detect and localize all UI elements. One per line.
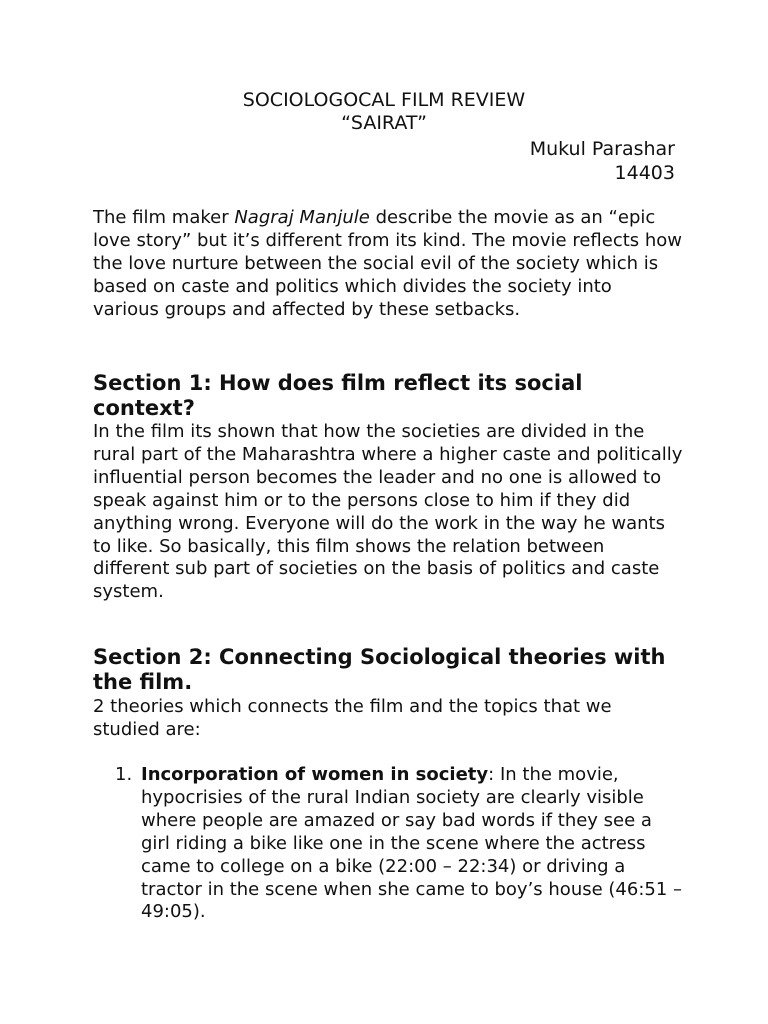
intro-pre: The film maker bbox=[93, 207, 235, 228]
intro-paragraph bbox=[93, 207, 683, 322]
section2-body: 2 theories which connects the film and the topics that we studied are: bbox=[93, 696, 612, 740]
list-number: 1. bbox=[115, 764, 133, 785]
author-name: Mukul Parashar bbox=[529, 138, 675, 160]
section2-heading: Section 2: Connecting Sociological theories with the film. bbox=[93, 645, 666, 694]
section1-body: In the film its shown that how the societies are divided in the rural part of the Maharashtra where a higher caste and politically influential person becomes the leader and no one is allowed to speak against him or to the persons close to him if they did anything wrong. Everyone will do the work in the way he wants to like. So basically, this film shows the relation between different sub part of societies on the basis of politics and caste system. bbox=[93, 421, 683, 603]
list-text: : In the movie, hypocrisies of the rural Indian society are clearly visible where people are amazed or say bad words if they see a girl riding a bike like one in the scene where the actress came to college on a bike (22:00 – 22:34) or driving a tractor in the scene when she came to boy’s house (46:51 – 49:05). bbox=[141, 764, 683, 923]
document-title: SOCIOLOGOCAL FILM REVIEW bbox=[242, 89, 526, 111]
list-term: Incorporation of women in society bbox=[141, 764, 489, 785]
section1-heading: Section 1: How does film reflect its social context? bbox=[93, 371, 583, 420]
author-id: 14403 bbox=[614, 162, 675, 184]
theory-list bbox=[115, 764, 685, 924]
film-title: “SAIRAT” bbox=[341, 112, 427, 134]
intro-post: describe the movie as an “epic love story” but it’s different from its kind. The movie reflects how the love nurture between the social evil of the society which is based on caste and politics which divides the society into various groups and affected by these setbacks. bbox=[93, 207, 683, 320]
list-item bbox=[115, 764, 685, 924]
director-name: Nagraj Manjule bbox=[234, 207, 370, 228]
